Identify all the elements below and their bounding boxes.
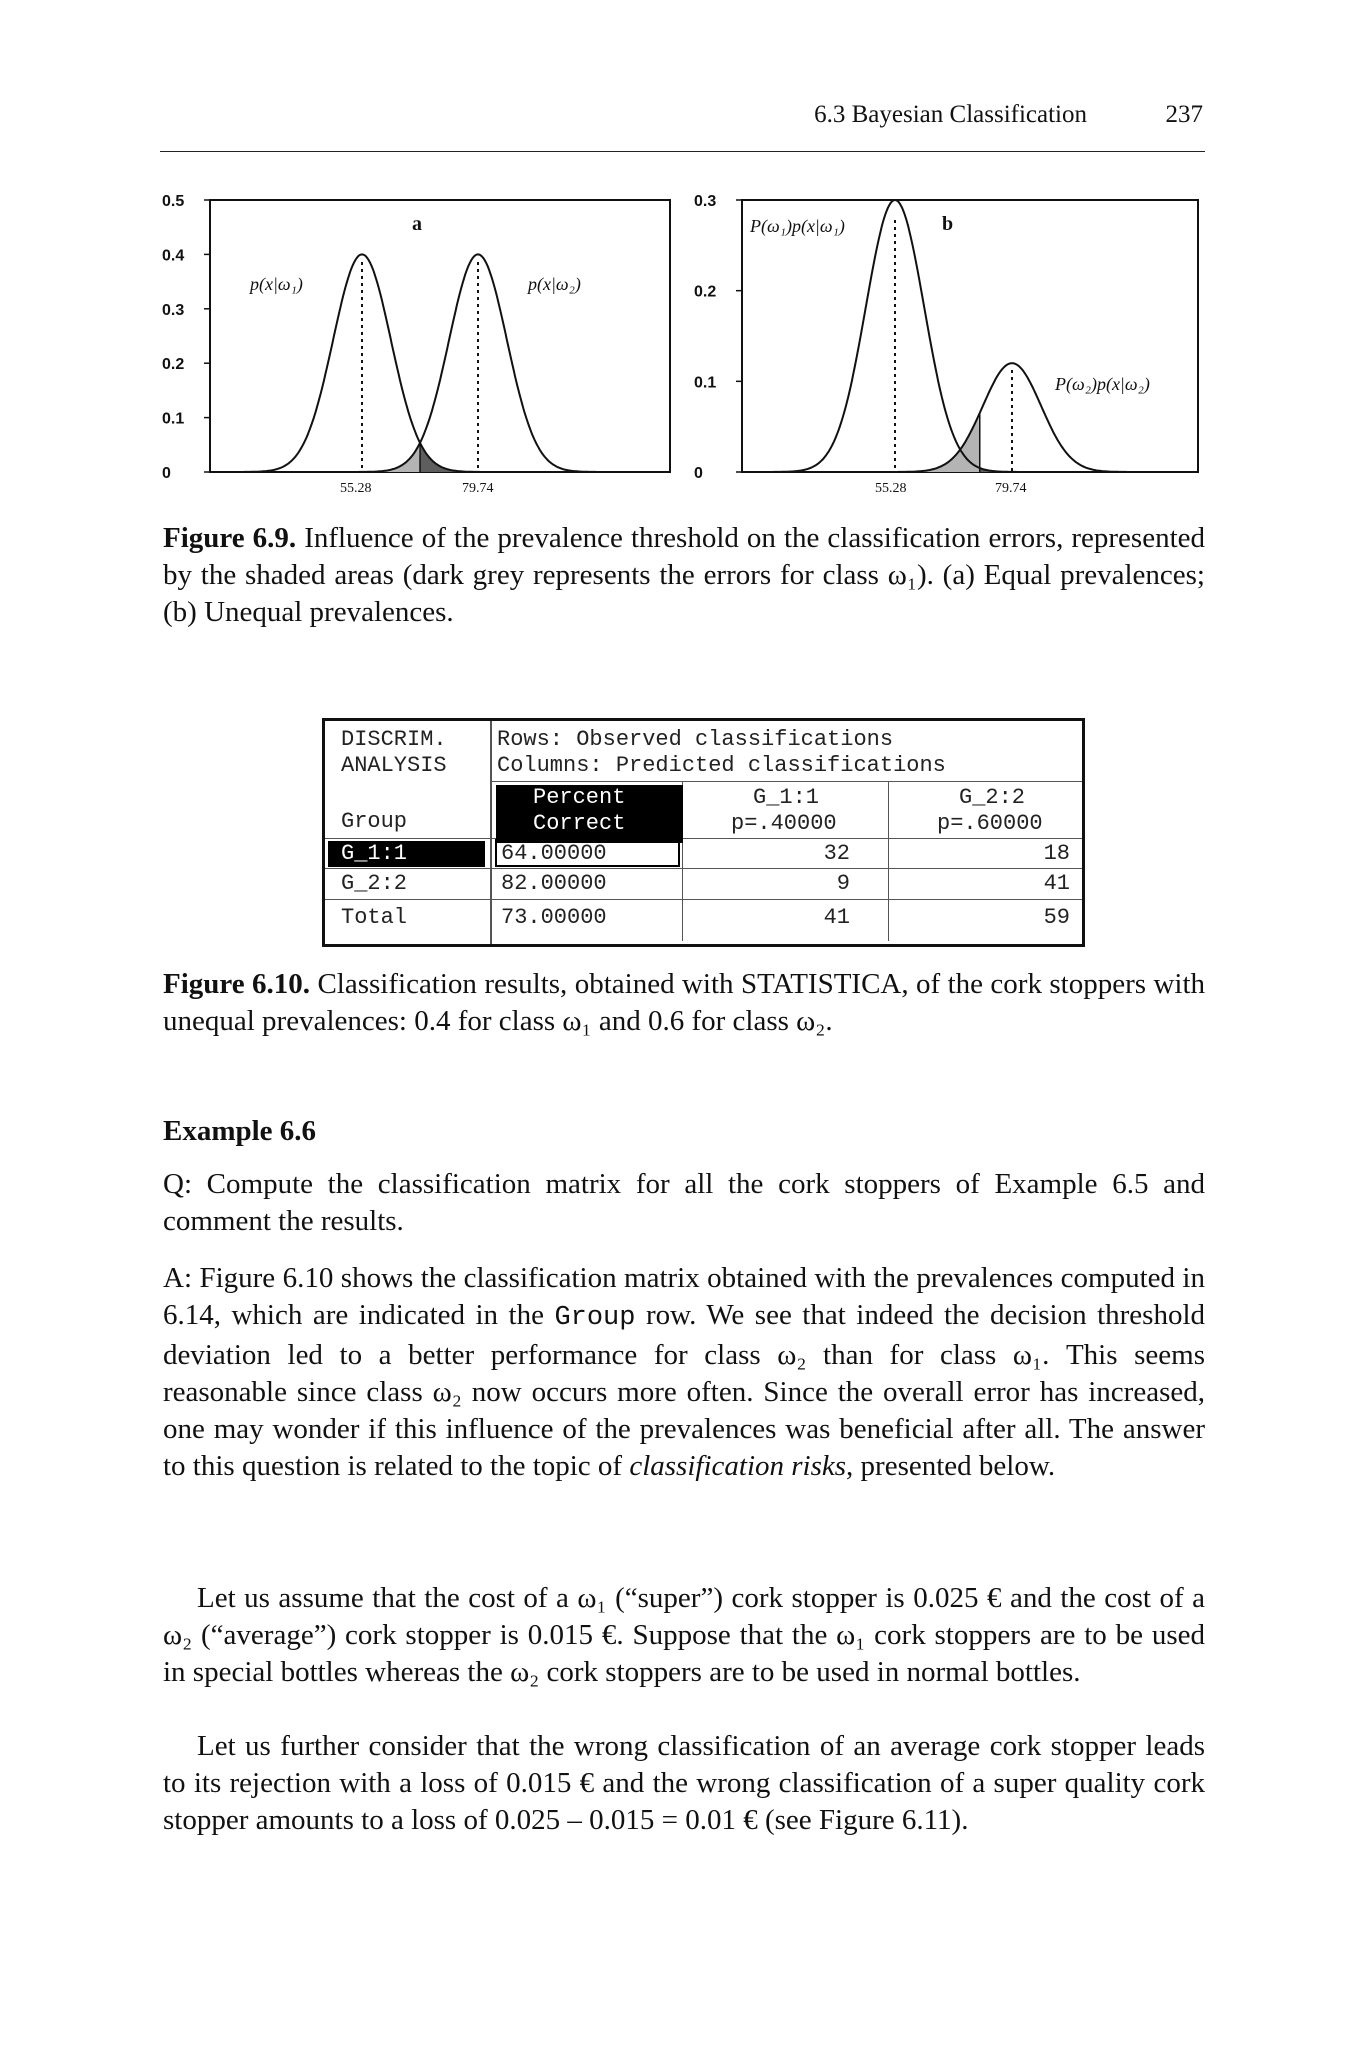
error-area-class2 (220, 445, 420, 472)
g1-header-2: p=.40000 (731, 811, 837, 836)
example-answer (163, 1260, 1205, 1485)
table-rows-title: Rows: Observed classifications (497, 727, 894, 752)
answer-part-a: A: Figure 6.10 shows the classification matrix obtained with the prevalences computed in 6.14, which are indicated in the (163, 1262, 1205, 1331)
table-row-2-g1: 9 (836, 871, 850, 896)
figure-6-9-panel-a (150, 190, 680, 500)
curve-1 (752, 200, 1155, 472)
table-corner-2: ANALYSIS (341, 753, 447, 778)
body-paragraph-2-text: Let us further consider that the wrong classification of an average cork stopper leads to its rejection with a loss of 0.015 € and the wrong classification of a super quality cork stopper amounts to a loss of 0.025 – 0.015 = 0.01 € (see Figure 6.11). (163, 1730, 1205, 1836)
plot-b-curve2-label: P(ω₂)p(x|ω₂) (1055, 374, 1150, 394)
plot-a-xtick-55: 55.28 (340, 481, 372, 496)
table-row-2-pct: 82.00000 (501, 871, 607, 896)
plot-a-y-axis (162, 193, 210, 482)
figure-6-9-caption (163, 520, 1205, 631)
plot-a-frame (210, 200, 670, 472)
classification-matrix-table (322, 718, 1085, 947)
body-paragraph-1-text: Let us assume that the cost of a ω₁ (“super”) cork stopper is 0.025 € and the cost of a ω₂ (“average”) cork stopper is 0.015 €. Suppose that the ω₁ cork stoppers are to be used in special bottles whereas the ω₂ cork stoppers are to be used in normal bottles. (163, 1582, 1205, 1688)
error-area-class1 (420, 443, 619, 472)
y-tick-label: 0.3 (694, 193, 717, 210)
section-title: 6.3 Bayesian Classification (814, 101, 1087, 128)
figure-6-10-caption-text: Classification results, obtained with STATISTICA, of the cork stoppers with unequal prevalences: 0.4 for class ω₁ and 0.6 for class ω₂. (163, 968, 1205, 1037)
example-question (163, 1166, 1205, 1240)
table-row-2-group: G_2:2 (341, 871, 408, 896)
figure-6-10-caption (163, 966, 1205, 1040)
y-tick-label: 0.1 (694, 374, 717, 392)
running-header (160, 95, 1205, 152)
example-title-text: Example 6.6 (163, 1115, 317, 1147)
figure-6-9-caption-text: Influence of the prevalence threshold on the classification errors, represented by the shaded areas (dark grey represents the errors for class ω₁). (a) Equal prevalences; (b) Unequal prevalences. (163, 522, 1205, 628)
table-row-3-g1: 41 (823, 905, 850, 930)
plot-b-curve1-label: P(ω₁)p(x|ω₁) (750, 216, 845, 236)
y-tick-label: 0.5 (162, 193, 185, 210)
table-group-header: Group (341, 809, 408, 834)
percent-header-1: Percent (533, 785, 626, 810)
y-tick-label: 0.4 (162, 247, 185, 265)
table-row-2-g2: 41 (1043, 871, 1070, 896)
y-tick-label: 0.3 (162, 301, 185, 319)
plot-a-panel-label: a (412, 213, 422, 235)
plot-a-curve1-label: p(x|ω₁) (250, 274, 303, 294)
plot-b-panel-label: b (942, 213, 954, 235)
answer-part-c: , presented below. (846, 1450, 1056, 1482)
table-row-1-group: G_1:1 (341, 841, 408, 866)
table-row-3-pct: 73.00000 (501, 905, 607, 930)
y-tick-label: 0 (162, 465, 171, 482)
y-tick-label: 0 (694, 465, 703, 482)
percent-header-2: Correct (533, 811, 626, 836)
plot-b-y-axis (694, 193, 742, 482)
plot-b-xtick-55: 55.28 (875, 481, 907, 496)
g2-header-1: G_2:2 (959, 785, 1026, 810)
plot-a-curve2-label: p(x|ω₂) (528, 274, 581, 294)
plot-b-xtick-79: 79.74 (995, 481, 1027, 496)
body-paragraph-1 (163, 1580, 1205, 1691)
g2-header-2: p=.60000 (937, 811, 1043, 836)
example-title (163, 1113, 1205, 1150)
table-row-1-g1: 32 (823, 841, 850, 866)
plot-a-xtick-79: 79.74 (462, 481, 494, 496)
table-cols-title: Columns: Predicted classifications (497, 753, 946, 778)
example-question-text: Q: Compute the classification matrix for all the cork stoppers of Example 6.5 and comment the results. (163, 1168, 1205, 1237)
figure-6-10-caption-label: Figure 6.10. (163, 968, 311, 1000)
g1-header-1: G_1:1 (753, 785, 820, 810)
figure-6-9-caption-label: Figure 6.9. (163, 522, 297, 554)
table-row-1-g2: 18 (1043, 841, 1070, 866)
y-tick-label: 0.2 (162, 356, 185, 374)
table-row-3-g2: 59 (1043, 905, 1070, 930)
answer-code-group: Group (554, 1303, 636, 1333)
answer-italic-term: classification risks (629, 1450, 847, 1482)
plot-b-curves (752, 200, 1155, 472)
table-corner-1: DISCRIM. (341, 727, 447, 752)
table-row-1-pct: 64.00000 (501, 841, 607, 866)
page-number: 237 (1165, 101, 1203, 128)
table-row-3-group: Total (341, 905, 408, 930)
plot-b-error-areas (752, 413, 1155, 472)
figure-6-9-panel-b (690, 190, 1210, 500)
body-paragraph-2 (163, 1728, 1205, 1839)
y-tick-label: 0.1 (162, 410, 185, 428)
answer-part-b: row. We see that indeed the decision threshold deviation led to a better performance for class ω₂ than for class ω₁. This seems reasonable since class ω₂ now occurs more often. Since the overall error has increased, one may wonder if this influence of the prevalences was beneficial after all. The answer to this question is related to the topic of (163, 1299, 1206, 1482)
y-tick-label: 0.2 (694, 283, 717, 301)
